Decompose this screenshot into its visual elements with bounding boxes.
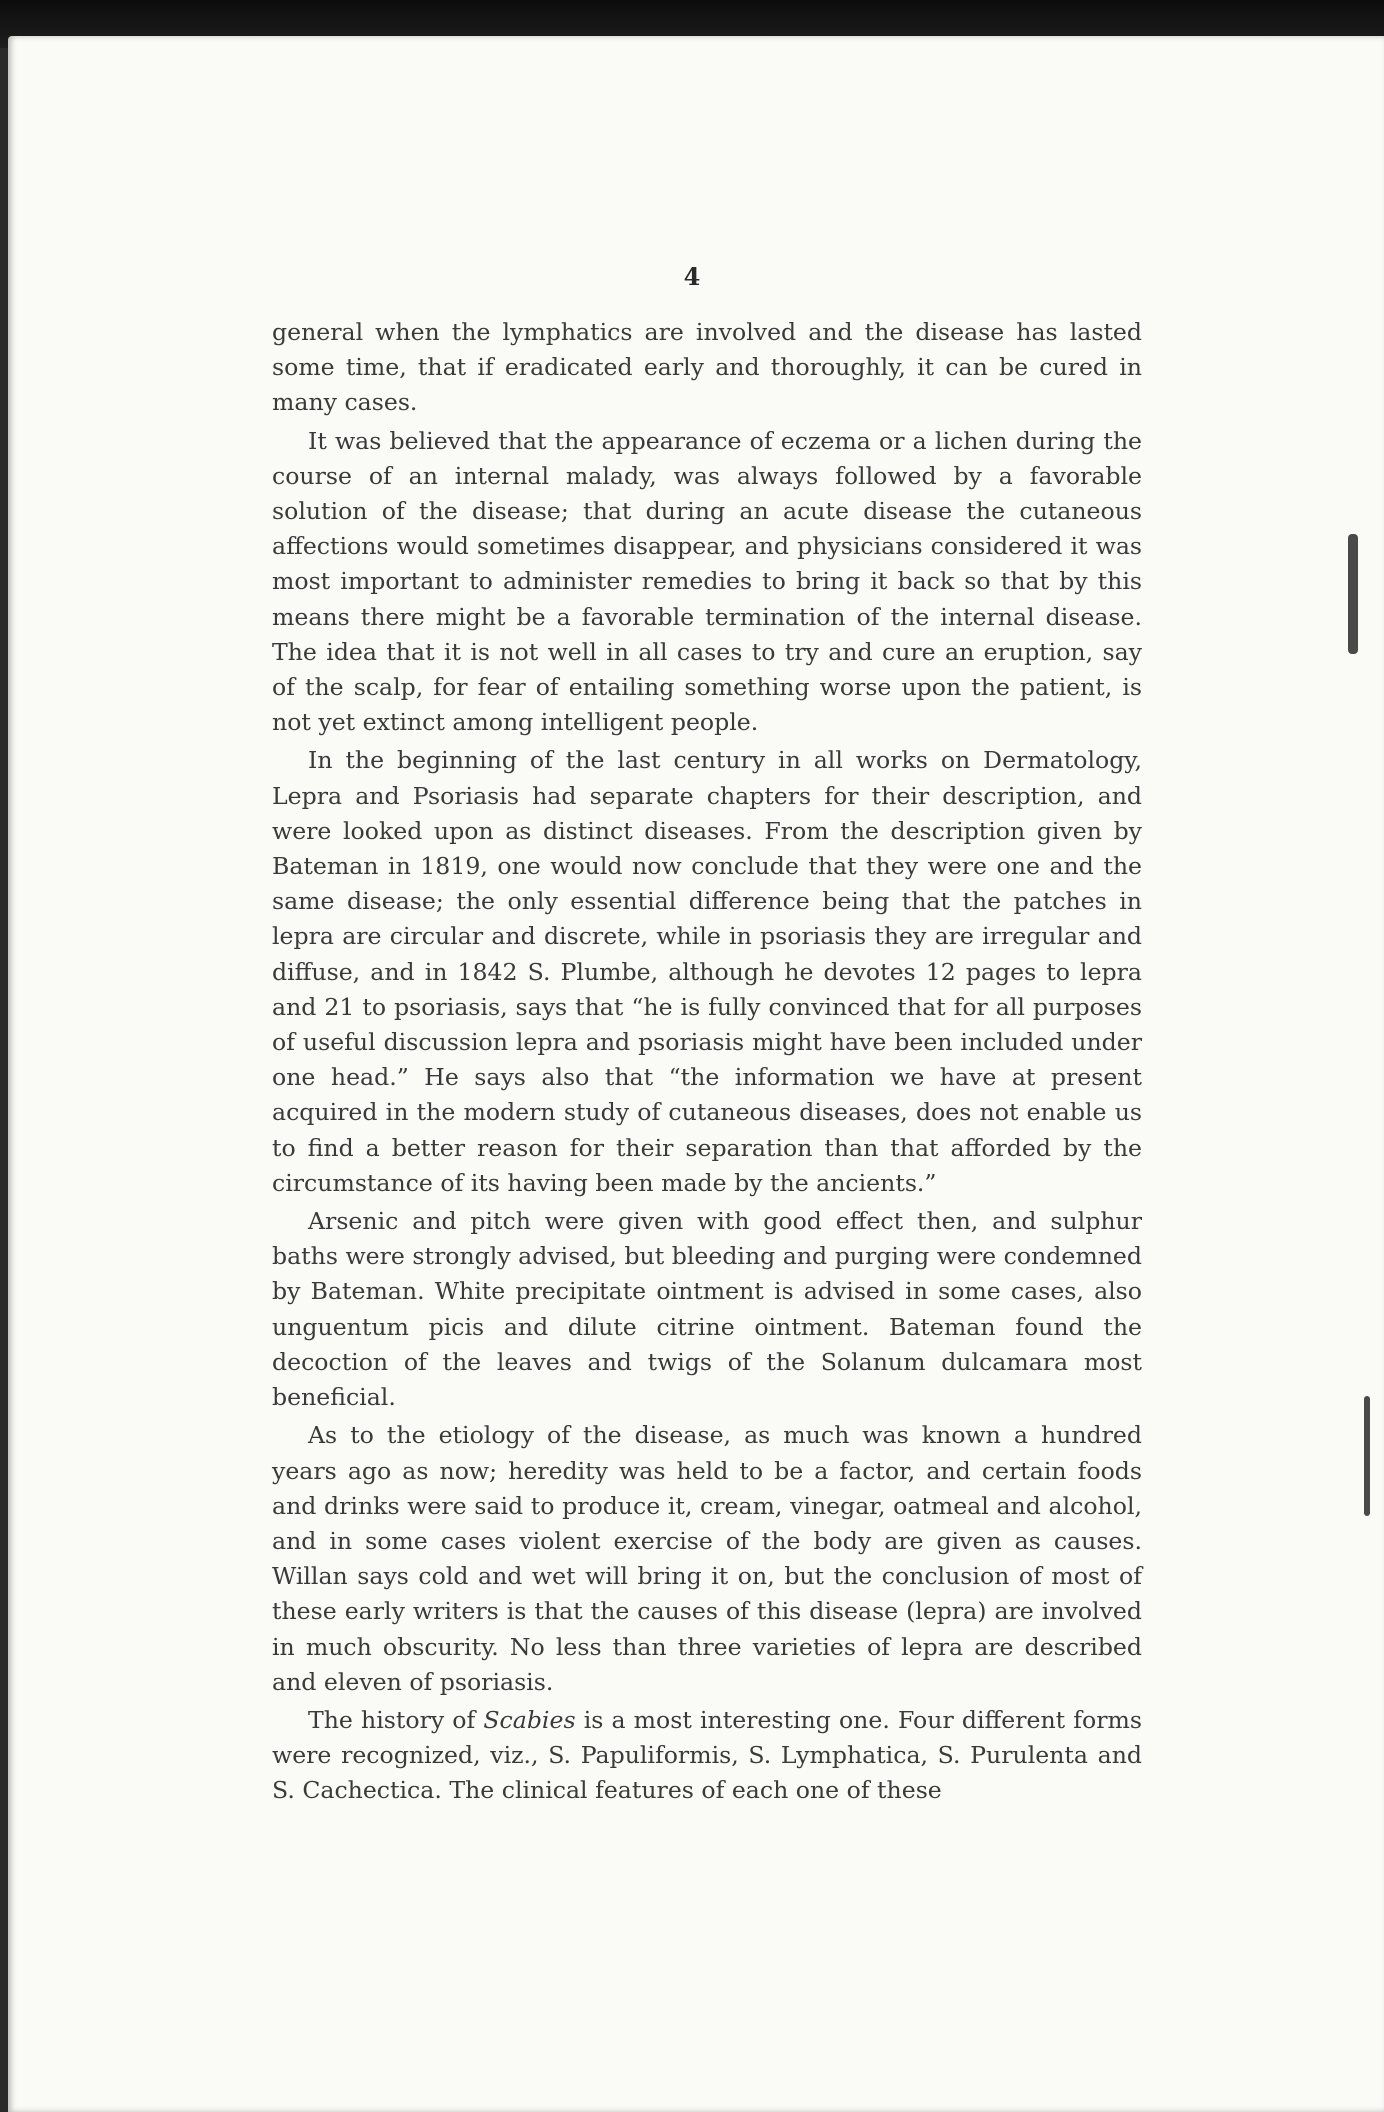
italic-term: Scabies (483, 1705, 576, 1734)
margin-damage-mark (1348, 534, 1358, 654)
paragraph: It was believed that the appearance of eczema or a lichen during the course of an internal malady, was always followed by a favorable solution of the disease; that during an acute disease the cutaneous affections would sometimes disappear, and physicians considered it was most important to administer remedies to bring it back so that by this means there might be a favorable termination of the internal disease. The idea that it is not well in all cases to try and cure an eruption, say of the scalp, for fear of entailing something worse upon the patient, is not yet extinct among intelligent people. (272, 426, 1142, 737)
paragraph (272, 1703, 1142, 1809)
paragraph: general when the lymphatics are involved and the disease has lasted some time, that if eradicated early and thoroughly, it can be cured in many cases. (272, 318, 1142, 417)
paragraph: As to the etiology of the disease, as much was known a hundred years ago as now; heredity was held to be a factor, and certain foods and drinks were said to produce it, cream, vinegar, oatmeal and alcohol, and in some cases violent exercise of the body are given as causes. Willan says cold and wet will bring it on, but the conclusion of most of these early writers is that the causes of this disease (lepra) are involved in much obscurity. No less than three varieties of lepra are described and eleven of psoriasis. (272, 1421, 1142, 1696)
body-text (272, 315, 1142, 1809)
margin-damage-mark (1364, 1396, 1370, 1516)
paragraph: Arsenic and pitch were given with good effect then, and sulphur baths were strongly advised, but bleeding and purging were condemned by Bateman. White precipitate ointment is advised in some cases, also unguentum picis and dilute citrine ointment. Bateman found the decoction of the leaves and twigs of the Solanum dulcamara most beneficial. (272, 1207, 1142, 1412)
page-number: 4 (683, 262, 701, 291)
paragraph-text: is a most interesting one. Four different forms were recognized, viz., S. Papuliformis, S. Lymphatica, S. Purulenta and S. Cachectica. The clinical features of each one of these (272, 1705, 1142, 1805)
paragraph-text: The history of (308, 1705, 484, 1734)
paragraph: In the beginning of the last century in all works on Dermatology, Lepra and Psoriasis had separate chapters for their description, and were looked upon as distinct diseases. From the description given by Bateman in 1819, one would now conclude that they were one and the same disease; the only essential difference being that the patches in lepra are circular and discrete, while in psoriasis they are irregular and diffuse, and in 1842 S. Plumbe, although he devotes 12 pages to lepra and 21 to psoriasis, says that “he is fully convinced that for all purposes of useful discussion lepra and psoriasis might have been included under one head.” He says also that “the information we have at present acquired in the modern study of cutaneous diseases, does not enable us to find a better reason for their separation than that afforded by the circumstance of its having been made by the ancients.” (272, 746, 1142, 1197)
